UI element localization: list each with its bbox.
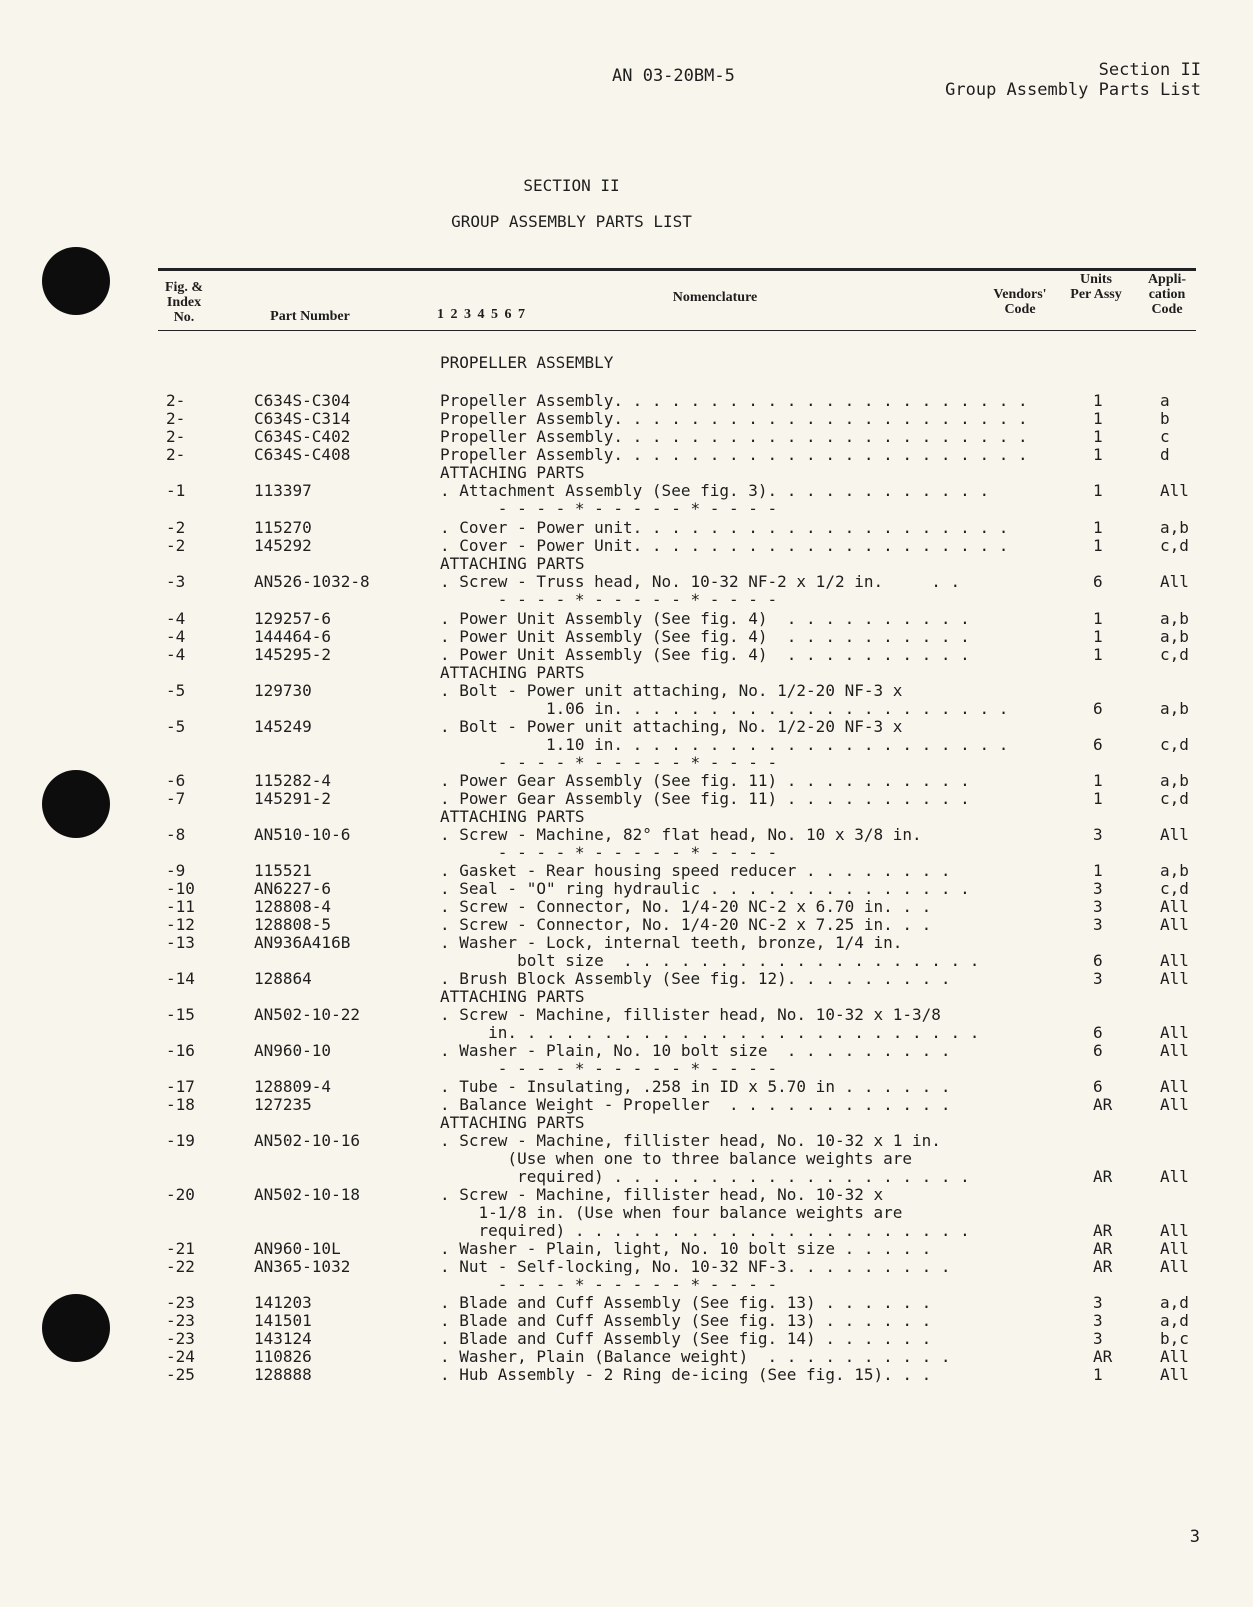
cell-fig: -11 xyxy=(166,897,195,916)
table-row xyxy=(0,609,1253,627)
table-row xyxy=(0,717,1253,735)
table-row xyxy=(0,1023,1253,1041)
cell-part: 145295-2 xyxy=(254,645,332,664)
cell-nom: 1-1/8 in. (Use when four balance weights are xyxy=(440,1203,903,1222)
table-row xyxy=(0,915,1253,933)
cell-part: 115270 xyxy=(254,518,312,537)
cell-nom: . Power Gear Assembly (See fig. 11) . . . . . . . . . . xyxy=(440,771,970,790)
cell-app: All xyxy=(1160,1023,1189,1042)
cell-app: All xyxy=(1160,1239,1189,1258)
cell-fig: -6 xyxy=(166,771,186,790)
cell-nom: - - - - * - - - - - * - - - - xyxy=(440,753,778,772)
cell-nom: Propeller Assembly. . . . . . . . . . . . . . . . . . . . . . xyxy=(440,409,1028,428)
table-row xyxy=(0,1041,1253,1059)
cell-nom: Propeller Assembly. . . . . . . . . . . . . . . . . . . . . . xyxy=(440,445,1028,464)
punch-hole-top xyxy=(42,247,110,315)
table-row xyxy=(0,1005,1253,1023)
cell-fig: -23 xyxy=(166,1329,195,1348)
col-fig-index: Fig. & Index No. xyxy=(164,280,204,325)
cell-nom: - - - - * - - - - - * - - - - xyxy=(440,590,778,609)
table-row xyxy=(0,897,1253,915)
cell-units: 1 xyxy=(1093,645,1103,664)
cell-units: 1 xyxy=(1093,409,1103,428)
cell-part: C634S-C402 xyxy=(254,427,351,446)
cell-app: b xyxy=(1160,409,1170,428)
cell-part: 128864 xyxy=(254,969,312,988)
cell-nom: . Washer, Plain (Balance weight) . . . . . . . . . . xyxy=(440,1347,951,1366)
cell-fig: -21 xyxy=(166,1239,195,1258)
cell-app: b,c xyxy=(1160,1329,1189,1348)
cell-nom: - - - - * - - - - - * - - - - xyxy=(440,843,778,862)
cell-part: 145292 xyxy=(254,536,312,555)
col-vendors-code: Vendors' Code xyxy=(993,287,1047,317)
cell-fig: -23 xyxy=(166,1311,195,1330)
cell-nom: . Washer - Lock, internal teeth, bronze, 1/4 in. xyxy=(440,933,903,952)
table-row xyxy=(0,735,1253,753)
cell-units: 1 xyxy=(1093,789,1103,808)
table-row xyxy=(0,1167,1253,1185)
cell-fig: -7 xyxy=(166,789,186,808)
cell-nom: . Blade and Cuff Assembly (See fig. 13) . . . . . . xyxy=(440,1311,932,1330)
doc-number: AN 03-20BM-5 xyxy=(612,66,735,86)
cell-app: All xyxy=(1160,572,1189,591)
cell-nom: . Screw - Truss head, No. 10-32 NF-2 x 1/2 in. . . xyxy=(440,572,961,591)
cell-units: AR xyxy=(1093,1257,1113,1276)
cell-fig: -20 xyxy=(166,1185,195,1204)
cell-part: AN6227-6 xyxy=(254,879,332,898)
cell-units: 3 xyxy=(1093,1293,1103,1312)
cell-app: a,d xyxy=(1160,1293,1189,1312)
cell-fig: -9 xyxy=(166,861,186,880)
cell-units: 3 xyxy=(1093,1311,1103,1330)
table-row xyxy=(0,1365,1253,1383)
cell-nom: . Nut - Self-locking, No. 10-32 NF-3. . . . . . . . . xyxy=(440,1257,951,1276)
table-row xyxy=(0,933,1253,951)
col-nomenclature: Nomenclature xyxy=(672,290,758,305)
cell-fig: -5 xyxy=(166,717,186,736)
cell-nom: . Screw - Connector, No. 1/4-20 NC-2 x 6.70 in. . . xyxy=(440,897,932,916)
cell-fig: -15 xyxy=(166,1005,195,1024)
cell-nom: . Screw - Machine, 82° flat head, No. 10 x 3/8 in. xyxy=(440,825,922,844)
cell-app: All xyxy=(1160,1167,1189,1186)
cell-fig: -23 xyxy=(166,1293,195,1312)
cell-units: 6 xyxy=(1093,572,1103,591)
cell-units: 1 xyxy=(1093,861,1103,880)
cell-part: 129257-6 xyxy=(254,609,332,628)
cell-part: AN960-10 xyxy=(254,1041,332,1060)
cell-fig: -10 xyxy=(166,879,195,898)
table-row xyxy=(0,1239,1253,1257)
table-top-rule xyxy=(158,268,1196,271)
cell-nom: Propeller Assembly. . . . . . . . . . . . . . . . . . . . . . xyxy=(440,391,1028,410)
table-row xyxy=(0,1329,1253,1347)
table-row xyxy=(0,699,1253,717)
cell-nom: 1.10 in. . . . . . . . . . . . . . . . . . . . . xyxy=(440,735,1009,754)
cell-units: AR xyxy=(1093,1095,1113,1114)
table-row xyxy=(0,554,1253,572)
cell-units: 3 xyxy=(1093,1329,1103,1348)
cell-app: c,d xyxy=(1160,536,1189,555)
table-row xyxy=(0,789,1253,807)
cell-fig: -3 xyxy=(166,572,186,591)
cell-app: All xyxy=(1160,1221,1189,1240)
table-row xyxy=(0,627,1253,645)
cell-part: 115282-4 xyxy=(254,771,332,790)
table-row xyxy=(0,969,1253,987)
running-header xyxy=(945,60,1201,100)
table-row xyxy=(0,1257,1253,1275)
cell-units: 3 xyxy=(1093,879,1103,898)
cell-part: 110826 xyxy=(254,1347,312,1366)
cell-app: All xyxy=(1160,1347,1189,1366)
cell-app: c,d xyxy=(1160,879,1189,898)
table-row xyxy=(0,518,1253,536)
table-row xyxy=(0,825,1253,843)
table-row xyxy=(0,445,1253,463)
cell-fig: -22 xyxy=(166,1257,195,1276)
cell-part: AN502-10-22 xyxy=(254,1005,360,1024)
cell-nom: (Use when one to three balance weights are xyxy=(440,1149,913,1168)
cell-fig: -16 xyxy=(166,1041,195,1060)
cell-fig: -4 xyxy=(166,609,186,628)
cell-nom: ATTACHING PARTS xyxy=(440,1113,585,1132)
cell-nom: . Screw - Machine, fillister head, No. 10-32 x 1-3/8 xyxy=(440,1005,941,1024)
table-row xyxy=(0,572,1253,590)
table-row xyxy=(0,536,1253,554)
table-row xyxy=(0,861,1253,879)
cell-units: 6 xyxy=(1093,951,1103,970)
cell-nom: 1.06 in. . . . . . . . . . . . . . . . . . . . . xyxy=(440,699,1009,718)
cell-nom: ATTACHING PARTS xyxy=(440,807,585,826)
table-row xyxy=(0,1095,1253,1113)
cell-nom: - - - - * - - - - - * - - - - xyxy=(440,1059,778,1078)
cell-fig: -13 xyxy=(166,933,195,952)
cell-part: AN510-10-6 xyxy=(254,825,351,844)
cell-units: 6 xyxy=(1093,735,1103,754)
cell-app: a,d xyxy=(1160,1311,1189,1330)
table-row xyxy=(0,1275,1253,1293)
cell-nom: . Blade and Cuff Assembly (See fig. 14) . . . . . . xyxy=(440,1329,932,1348)
cell-nom: ATTACHING PARTS xyxy=(440,663,585,682)
cell-part: 145291-2 xyxy=(254,789,332,808)
cell-app: All xyxy=(1160,481,1189,500)
table-row xyxy=(0,1077,1253,1095)
cell-part: 143124 xyxy=(254,1329,312,1348)
table-row xyxy=(0,391,1253,409)
table-row xyxy=(0,987,1253,1005)
cell-part: 128888 xyxy=(254,1365,312,1384)
cell-part: 141501 xyxy=(254,1311,312,1330)
cell-app: d xyxy=(1160,445,1170,464)
cell-app: All xyxy=(1160,1365,1189,1384)
cell-app: All xyxy=(1160,897,1189,916)
cell-fig: -4 xyxy=(166,627,186,646)
cell-nom: . Bolt - Power unit attaching, No. 1/2-20 NF-3 x xyxy=(440,717,903,736)
cell-app: All xyxy=(1160,915,1189,934)
col-part-number: Part Number xyxy=(270,309,350,324)
table-row xyxy=(0,463,1253,481)
cell-nom: . Screw - Machine, fillister head, No. 10-32 x 1 in. xyxy=(440,1131,941,1150)
cell-units: 1 xyxy=(1093,518,1103,537)
cell-nom: . Blade and Cuff Assembly (See fig. 13) . . . . . . xyxy=(440,1293,932,1312)
cell-fig: -4 xyxy=(166,645,186,664)
cell-units: 1 xyxy=(1093,391,1103,410)
cell-app: a xyxy=(1160,391,1170,410)
cell-nom: . Washer - Plain, light, No. 10 bolt size . . . . . xyxy=(440,1239,932,1258)
cell-app: a,b xyxy=(1160,518,1189,537)
cell-part: 127235 xyxy=(254,1095,312,1114)
cell-units: 3 xyxy=(1093,897,1103,916)
table-row xyxy=(0,843,1253,861)
cell-app: a,b xyxy=(1160,609,1189,628)
cell-fig: -24 xyxy=(166,1347,195,1366)
cell-app: All xyxy=(1160,1041,1189,1060)
cell-nom: . Power Unit Assembly (See fig. 4) . . . . . . . . . . xyxy=(440,609,970,628)
cell-nom: . Bolt - Power unit attaching, No. 1/2-20 NF-3 x xyxy=(440,681,903,700)
cell-units: 1 xyxy=(1093,771,1103,790)
page-title-section: SECTION II xyxy=(523,176,620,195)
table-row xyxy=(0,1311,1253,1329)
table-row xyxy=(0,663,1253,681)
table-row xyxy=(0,681,1253,699)
cell-nom: . Hub Assembly - 2 Ring de-icing (See fig. 15). . . xyxy=(440,1365,932,1384)
table-row xyxy=(0,771,1253,789)
table-row xyxy=(0,427,1253,445)
table-row xyxy=(0,481,1253,499)
cell-part: C634S-C304 xyxy=(254,391,351,410)
cell-fig: -19 xyxy=(166,1131,195,1150)
cell-nom: . Power Unit Assembly (See fig. 4) . . . . . . . . . . xyxy=(440,627,970,646)
cell-part: C634S-C408 xyxy=(254,445,351,464)
cell-nom: bolt size . . . . . . . . . . . . . . . . . . . xyxy=(440,951,980,970)
cell-part: AN936A416B xyxy=(254,933,351,952)
cell-part: 144464-6 xyxy=(254,627,332,646)
cell-part: 141203 xyxy=(254,1293,312,1312)
cell-nom: in. . . . . . . . . . . . . . . . . . . . . . . . . xyxy=(440,1023,980,1042)
cell-app: a,b xyxy=(1160,861,1189,880)
cell-units: 3 xyxy=(1093,825,1103,844)
cell-app: All xyxy=(1160,825,1189,844)
table-row xyxy=(0,1113,1253,1131)
cell-fig: -2 xyxy=(166,518,186,537)
cell-nom: PROPELLER ASSEMBLY xyxy=(440,353,614,372)
table-row xyxy=(0,879,1253,897)
cell-nom: . Attachment Assembly (See fig. 3). . . . . . . . . . . . xyxy=(440,481,990,500)
section-title: Group Assembly Parts List xyxy=(945,80,1201,100)
cell-units: 3 xyxy=(1093,969,1103,988)
cell-app: All xyxy=(1160,1077,1189,1096)
cell-part: 145249 xyxy=(254,717,312,736)
cell-units: 1 xyxy=(1093,609,1103,628)
cell-units: 1 xyxy=(1093,481,1103,500)
table-row xyxy=(0,1185,1253,1203)
cell-fig: -2 xyxy=(166,536,186,555)
cell-units: 3 xyxy=(1093,915,1103,934)
cell-nom: . Seal - "O" ring hydraulic . . . . . . . . . . . . . . xyxy=(440,879,970,898)
cell-app: a,b xyxy=(1160,699,1189,718)
page-title: GROUP ASSEMBLY PARTS LIST xyxy=(451,212,692,231)
cell-nom: . Brush Block Assembly (See fig. 12). . . . . . . . . xyxy=(440,969,951,988)
section-label: Section II xyxy=(1098,60,1201,80)
cell-part: AN526-1032-8 xyxy=(254,572,370,591)
cell-nom: . Power Gear Assembly (See fig. 11) . . . . . . . . . . xyxy=(440,789,970,808)
cell-units: 1 xyxy=(1093,427,1103,446)
cell-units: AR xyxy=(1093,1167,1113,1186)
cell-part: 128809-4 xyxy=(254,1077,332,1096)
cell-fig: -5 xyxy=(166,681,186,700)
cell-nom: ATTACHING PARTS xyxy=(440,554,585,573)
cell-app: c,d xyxy=(1160,645,1189,664)
cell-nom: required) . . . . . . . . . . . . . . . . . . . xyxy=(440,1167,970,1186)
cell-part: AN502-10-16 xyxy=(254,1131,360,1150)
cell-nom: . Cover - Power Unit. . . . . . . . . . . . . . . . . . . . xyxy=(440,536,1009,555)
cell-fig: 2- xyxy=(166,391,186,410)
col-indent-levels: 1 2 3 4 5 6 7 xyxy=(437,307,525,322)
page-number: 3 xyxy=(1189,1527,1200,1547)
cell-nom: . Screw - Machine, fillister head, No. 10-32 x xyxy=(440,1185,884,1204)
cell-nom: . Washer - Plain, No. 10 bolt size . . . . . . . . . xyxy=(440,1041,951,1060)
cell-units: 1 xyxy=(1093,1365,1103,1384)
table-row xyxy=(0,753,1253,771)
cell-units: AR xyxy=(1093,1347,1113,1366)
cell-units: 6 xyxy=(1093,1041,1103,1060)
col-application-code: Appli- cation Code xyxy=(1147,272,1187,317)
cell-part: AN502-10-18 xyxy=(254,1185,360,1204)
cell-units: 6 xyxy=(1093,1077,1103,1096)
cell-nom: required) . . . . . . . . . . . . . . . . . . . . . xyxy=(440,1221,970,1240)
cell-app: All xyxy=(1160,1095,1189,1114)
table-row xyxy=(0,1293,1253,1311)
cell-part: C634S-C314 xyxy=(254,409,351,428)
table-row xyxy=(0,1059,1253,1077)
cell-units: 1 xyxy=(1093,536,1103,555)
cell-fig: -17 xyxy=(166,1077,195,1096)
table-row xyxy=(0,645,1253,663)
cell-fig: 2- xyxy=(166,445,186,464)
cell-fig: 2- xyxy=(166,427,186,446)
cell-fig: -25 xyxy=(166,1365,195,1384)
table-row xyxy=(0,807,1253,825)
cell-fig: 2- xyxy=(166,409,186,428)
col-units-per-assy: Units Per Assy xyxy=(1070,272,1122,302)
cell-units: 1 xyxy=(1093,445,1103,464)
cell-nom: . Screw - Connector, No. 1/4-20 NC-2 x 7.25 in. . . xyxy=(440,915,932,934)
cell-app: All xyxy=(1160,951,1189,970)
cell-nom: . Balance Weight - Propeller . . . . . . . . . . . . xyxy=(440,1095,951,1114)
table-row xyxy=(0,951,1253,969)
cell-app: All xyxy=(1160,1257,1189,1276)
table-row xyxy=(0,353,1253,371)
cell-part: 129730 xyxy=(254,681,312,700)
table-row xyxy=(0,409,1253,427)
cell-fig: -8 xyxy=(166,825,186,844)
cell-nom: . Cover - Power unit. . . . . . . . . . . . . . . . . . . . xyxy=(440,518,1009,537)
cell-units: 1 xyxy=(1093,627,1103,646)
cell-fig: -14 xyxy=(166,969,195,988)
cell-part: AN960-10L xyxy=(254,1239,341,1258)
cell-app: c,d xyxy=(1160,789,1189,808)
cell-nom: - - - - * - - - - - * - - - - xyxy=(440,499,778,518)
table-row xyxy=(0,590,1253,608)
table-header-rule xyxy=(158,330,1196,331)
cell-app: All xyxy=(1160,969,1189,988)
cell-units: 6 xyxy=(1093,699,1103,718)
cell-part: 113397 xyxy=(254,481,312,500)
cell-nom: . Gasket - Rear housing speed reducer . . . . . . . . xyxy=(440,861,951,880)
cell-app: c,d xyxy=(1160,735,1189,754)
cell-nom: ATTACHING PARTS xyxy=(440,987,585,1006)
table-row xyxy=(0,499,1253,517)
cell-part: 128808-4 xyxy=(254,897,332,916)
cell-part: AN365-1032 xyxy=(254,1257,351,1276)
table-row xyxy=(0,1203,1253,1221)
cell-app: c xyxy=(1160,427,1170,446)
cell-nom: - - - - * - - - - - * - - - - xyxy=(440,1275,778,1294)
cell-nom: . Power Unit Assembly (See fig. 4) . . . . . . . . . . xyxy=(440,645,970,664)
cell-nom: Propeller Assembly. . . . . . . . . . . . . . . . . . . . . . xyxy=(440,427,1028,446)
table-row xyxy=(0,1347,1253,1365)
cell-units: AR xyxy=(1093,1239,1113,1258)
cell-app: a,b xyxy=(1160,627,1189,646)
cell-app: a,b xyxy=(1160,771,1189,790)
cell-nom: . Tube - Insulating, .258 in ID x 5.70 in . . . . . . xyxy=(440,1077,951,1096)
cell-units: 6 xyxy=(1093,1023,1103,1042)
cell-units: AR xyxy=(1093,1221,1113,1240)
cell-part: 115521 xyxy=(254,861,312,880)
cell-fig: -12 xyxy=(166,915,195,934)
cell-fig: -18 xyxy=(166,1095,195,1114)
cell-part: 128808-5 xyxy=(254,915,332,934)
table-row xyxy=(0,1131,1253,1149)
cell-fig: -1 xyxy=(166,481,186,500)
table-row xyxy=(0,1221,1253,1239)
cell-nom: ATTACHING PARTS xyxy=(440,463,585,482)
table-row xyxy=(0,1149,1253,1167)
